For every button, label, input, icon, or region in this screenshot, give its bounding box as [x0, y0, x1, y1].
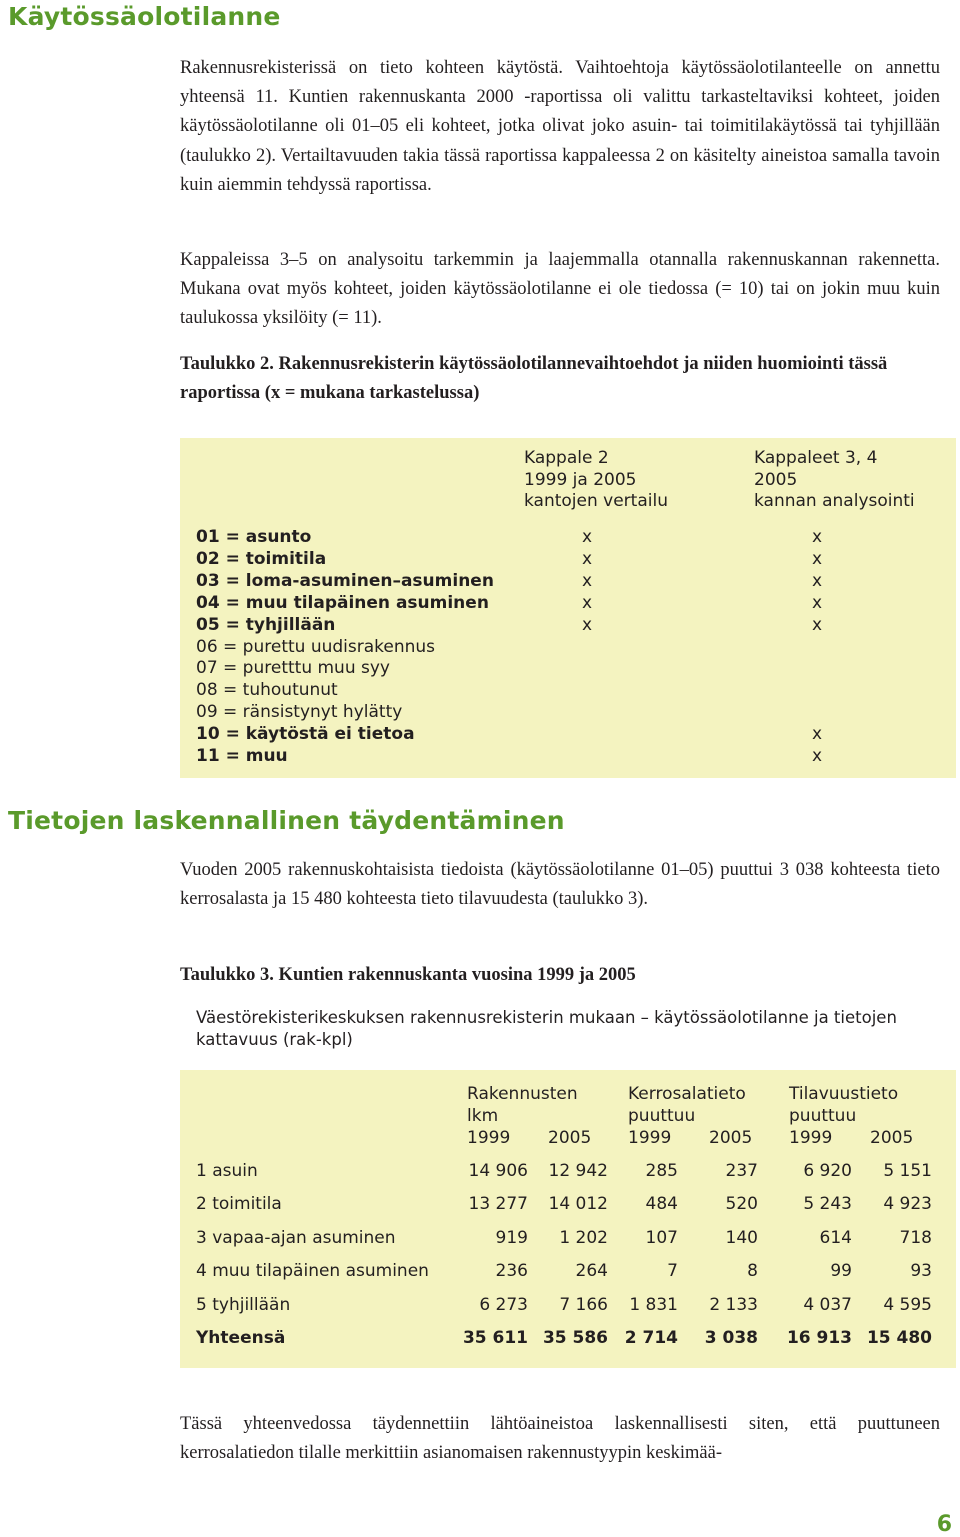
table3-value-cell: 14 012 — [548, 1194, 608, 1215]
table3-value-cell: 919 — [495, 1227, 528, 1248]
table2-row — [0, 570, 960, 592]
table2-row — [0, 592, 960, 614]
table3-value-cell: 99 — [830, 1261, 852, 1282]
table2-mark-cell: x — [582, 592, 593, 613]
table2-mark-cell: x — [812, 746, 823, 766]
table3-value-cell: 1 831 — [629, 1294, 678, 1315]
table2-row — [0, 614, 960, 636]
table3-value-cell: 16 913 — [786, 1328, 852, 1348]
table3-group-rakennusten: Rakennusten lkm — [467, 1084, 578, 1126]
table2-mark-cell: x — [812, 614, 823, 635]
table3-value-cell: 4 923 — [883, 1194, 932, 1215]
table3-value-cell: 2 714 — [624, 1328, 678, 1348]
table3-value-cell: 12 942 — [548, 1161, 608, 1181]
table3-row-label: Yhteensä — [196, 1328, 286, 1348]
table3-year-header: 1999 — [628, 1128, 672, 1148]
table2-code-cell: 01 = asunto — [196, 527, 312, 547]
table2-row — [0, 548, 960, 570]
table3-year-header: 1999 — [467, 1128, 511, 1148]
table2-code-cell: 02 = toimitila — [196, 548, 327, 569]
table3-value-cell: 107 — [645, 1227, 678, 1248]
table3-subtitle: Väestörekisterikeskuksen rakennusrekisterin mukaan – käytössäolotilanne ja tietojen kattavuus (rak-kpl) — [196, 1008, 897, 1049]
table3-total-row — [196, 1328, 941, 1356]
table2-row — [0, 745, 960, 767]
table3-year-header: 2005 — [870, 1128, 914, 1148]
table3-value-cell: 285 — [645, 1161, 678, 1181]
table2-row — [0, 723, 960, 745]
table2-code-cell: 11 = muu — [196, 746, 288, 766]
table3-value-cell: 140 — [725, 1227, 758, 1248]
table3-row — [196, 1194, 941, 1222]
table3-value-cell: 718 — [899, 1227, 932, 1248]
table3-value-cell: 7 — [667, 1261, 678, 1282]
table2-caption: Taulukko 2. Rakennusrekisterin käytössäolotilannevaihtoehdot ja niiden huomiointi tässä raportissa (x = mukana tarkastelussa) — [180, 354, 888, 403]
table2-mark-cell: x — [582, 614, 593, 635]
table3-value-cell: 35 586 — [542, 1328, 608, 1348]
table2-code-cell: 09 = ränsistynyt hylätty — [196, 702, 403, 723]
table3-year-header: 1999 — [789, 1128, 833, 1148]
table2-row — [0, 679, 960, 701]
table2-code-cell: 04 = muu tilapäinen asuminen — [196, 592, 489, 613]
table3-row — [196, 1261, 941, 1289]
table3-value-cell: 35 611 — [462, 1328, 528, 1348]
table3-value-cell: 4 037 — [803, 1294, 852, 1315]
table2-mark-cell: x — [812, 527, 823, 547]
table3-year-header: 2005 — [548, 1128, 592, 1148]
table3-value-cell: 3 038 — [704, 1328, 758, 1348]
table2-code-cell: 08 = tuhoutunut — [196, 680, 338, 701]
table3-value-cell: 93 — [910, 1261, 932, 1282]
table3-group-kerrosala: Kerrosalatieto puuttuu — [628, 1084, 746, 1126]
table3-row — [196, 1161, 941, 1189]
table3-value-cell: 4 595 — [883, 1294, 932, 1315]
table3-row-label: 5 tyhjillään — [196, 1294, 291, 1315]
table3-value-cell: 5 151 — [883, 1161, 932, 1181]
table3-value-cell: 6 273 — [479, 1294, 528, 1315]
table3-value-cell: 236 — [495, 1261, 528, 1282]
table3-row-label: 4 muu tilapäinen asuminen — [196, 1261, 429, 1282]
section-heading-kaytossaolotilanne: Käytössäolotilanne — [8, 2, 281, 31]
intro-paragraph: Rakennusrekisterissä on tieto kohteen käytöstä. Vaihtoehtoja käytössäolotilanteelle on annettu yhteensä 11. Kuntien rakennuskanta 2000 -raportissa oli valittu tarkasteltaviksi kohteet, joiden käytössäolotilanne oli 01–05 eli kohteet, jotka olivat joko asuin- tai toimitilakäytössä tai tyhjillään (taulukko 2). Vertailtavuuden takia tässä raportissa kappaleessa 2 on käsitelty aineistoa samalla tavoin kuin aiemmin tehdyssä raportissa. — [180, 58, 940, 195]
table2-mark-cell: x — [812, 592, 823, 613]
table2-mark-cell: x — [812, 570, 823, 591]
missing-data-paragraph: Vuoden 2005 rakennuskohtaisista tiedoista (käytössäolotilanne 01–05) puuttui 3 038 kohteesta tieto kerrosalasta ja 15 480 kohteesta tieto tilavuudesta (taulukko 3). — [180, 860, 940, 910]
closing-paragraph: Tässä yhteenvedossa täydennettiin lähtöaineistoa laskennallisesti siten, että puuttuneen kerrosalatiedon tilalle merkittiin asianomaisen rakennustyypin keskimää- — [180, 1414, 940, 1464]
table3-value-cell: 5 243 — [803, 1194, 852, 1215]
table2-code-cell: 03 = loma-asuminen–asuminen — [196, 570, 494, 591]
page-number: 6 — [936, 1512, 952, 1537]
table3-value-cell: 264 — [575, 1261, 608, 1282]
table3-row-label: 2 toimitila — [196, 1194, 282, 1215]
table2-row — [0, 657, 960, 679]
table3-value-cell: 8 — [747, 1261, 758, 1282]
table2-code-cell: 06 = purettu uudisrakennus — [196, 636, 436, 657]
table2-mark-cell: x — [812, 548, 823, 569]
table3-value-cell: 1 202 — [559, 1227, 608, 1248]
table3-value-cell: 13 277 — [468, 1194, 528, 1215]
table3-value-cell: 520 — [725, 1194, 758, 1215]
table2-mark-cell: x — [582, 527, 593, 547]
table3-value-cell: 2 133 — [709, 1294, 758, 1315]
table3-value-cell: 14 906 — [468, 1161, 528, 1181]
table3-value-cell: 6 920 — [803, 1161, 852, 1181]
table3-caption: Taulukko 3. Kuntien rakennuskanta vuosina 1999 ja 2005 — [180, 965, 636, 985]
table3-row — [196, 1295, 941, 1323]
table3-row-label: 1 asuin — [196, 1161, 258, 1181]
table2-col1-header: Kappale 2 1999 ja 2005 kantojen vertailu — [524, 448, 668, 511]
table3-value-cell: 15 480 — [866, 1328, 932, 1348]
table2-row — [0, 526, 960, 548]
table2-mark-cell: x — [582, 570, 593, 591]
table2-col2-header: Kappaleet 3, 4 2005 kannan analysointi — [754, 448, 915, 511]
table2-row — [0, 636, 960, 658]
table3-value-cell: 614 — [819, 1227, 852, 1248]
table3-row-label: 3 vapaa-ajan asuminen — [196, 1227, 396, 1248]
table2-row — [0, 701, 960, 723]
table3-year-header: 2005 — [709, 1128, 753, 1148]
analysis-paragraph: Kappaleissa 3–5 on analysoitu tarkemmin ja laajemmalla otannalla rakennuskannan rakennetta. Mukana ovat myös kohteet, joiden käytössäolotilanne ei ole tiedossa (= 10) tai on jokin muu kuin taulukossa yksilöity (= 11). — [180, 250, 940, 329]
table3-value-cell: 484 — [645, 1194, 678, 1215]
section-heading-taydentaminen: Tietojen laskennallinen täydentäminen — [8, 806, 565, 835]
table3-value-cell: 237 — [725, 1161, 758, 1181]
table3-value-cell: 7 166 — [559, 1294, 608, 1315]
table3-group-tilavuus: Tilavuustieto puuttuu — [789, 1084, 899, 1126]
table2-mark-cell: x — [812, 724, 823, 745]
table2-code-cell: 05 = tyhjillään — [196, 614, 336, 635]
table2-mark-cell: x — [582, 548, 593, 569]
table2-code-cell: 10 = käytöstä ei tietoa — [196, 724, 415, 745]
table2-code-cell: 07 = puretttu muu syy — [196, 658, 390, 679]
table3-row — [196, 1228, 941, 1256]
